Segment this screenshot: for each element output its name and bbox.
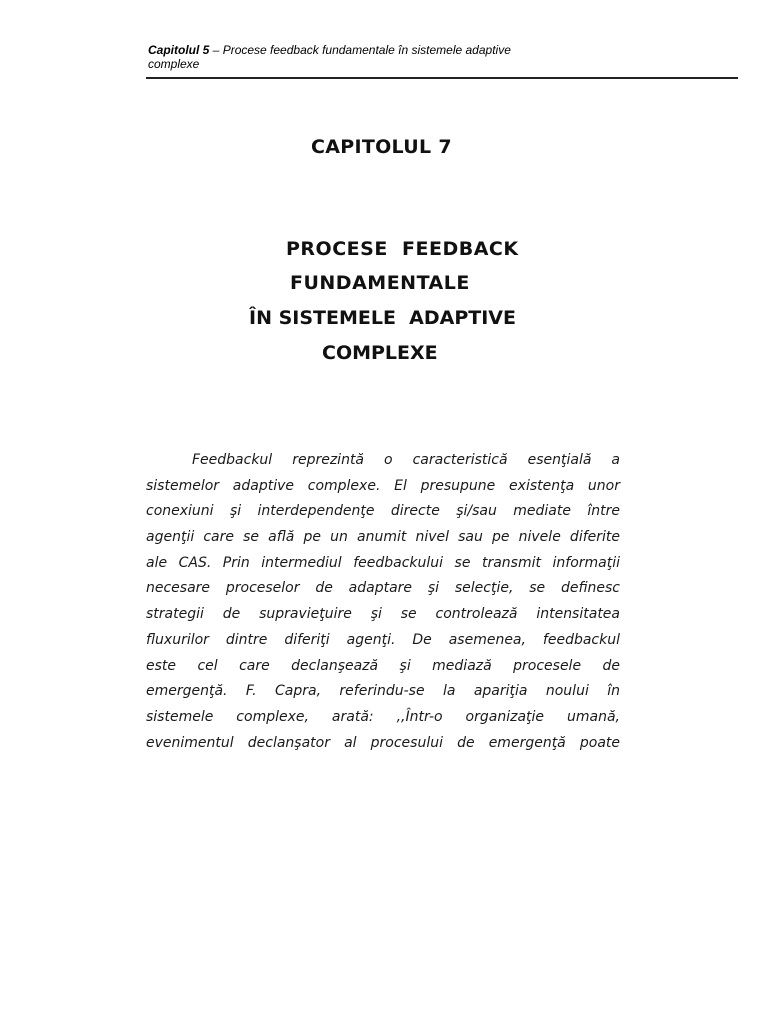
title-line-1: PROCESE FEEDBACK	[286, 238, 519, 260]
header-title-part1: Procese feedback fundamentale în sistemele adaptive	[222, 43, 511, 57]
header-dash: –	[209, 43, 223, 57]
body-line: sistemele complexe, arată: ,,Într-o organizaţie umană,	[146, 708, 620, 725]
body-line: evenimentul declanşator al procesului de emergenţă poate	[146, 734, 620, 751]
header-divider	[146, 77, 738, 79]
title-line-3: ÎN SISTEMELE ADAPTIVE	[249, 307, 516, 329]
body-line: Feedbackul reprezintă o caracteristică esenţială a	[192, 452, 620, 468]
header-chapter-ref: Capitolul 5	[148, 43, 210, 57]
body-line: sistemelor adaptive complexe. El presupune existenţa unor	[146, 477, 620, 494]
body-line: fluxurilor dintre diferiţi agenţi. De asemenea, feedbackul	[146, 631, 620, 648]
header-title-part2: complexe	[148, 57, 200, 71]
title-line-2: FUNDAMENTALE	[290, 272, 470, 294]
body-line: este cel care declanşează şi mediază procesele de	[146, 657, 620, 674]
body-line: necesare proceselor de adaptare şi selecţie, se definesc	[146, 580, 620, 597]
running-header	[148, 43, 568, 71]
body-line: strategii de supravieţuire şi se controlează intensitatea	[146, 606, 620, 623]
body-line: agenţii care se află pe un anumit nivel sau pe nivele diferite	[146, 529, 620, 546]
body-line: ale CAS. Prin intermediul feedbackului se transmit informaţii	[146, 554, 620, 571]
chapter-label: CAPITOLUL 7	[311, 136, 452, 158]
body-line: conexiuni şi interdependenţe directe şi/sau mediate între	[146, 503, 620, 520]
body-line: emergenţă. F. Capra, referindu-se la apariţia noului în	[146, 683, 620, 700]
title-line-4: COMPLEXE	[322, 342, 438, 364]
body-paragraph	[146, 448, 620, 756]
